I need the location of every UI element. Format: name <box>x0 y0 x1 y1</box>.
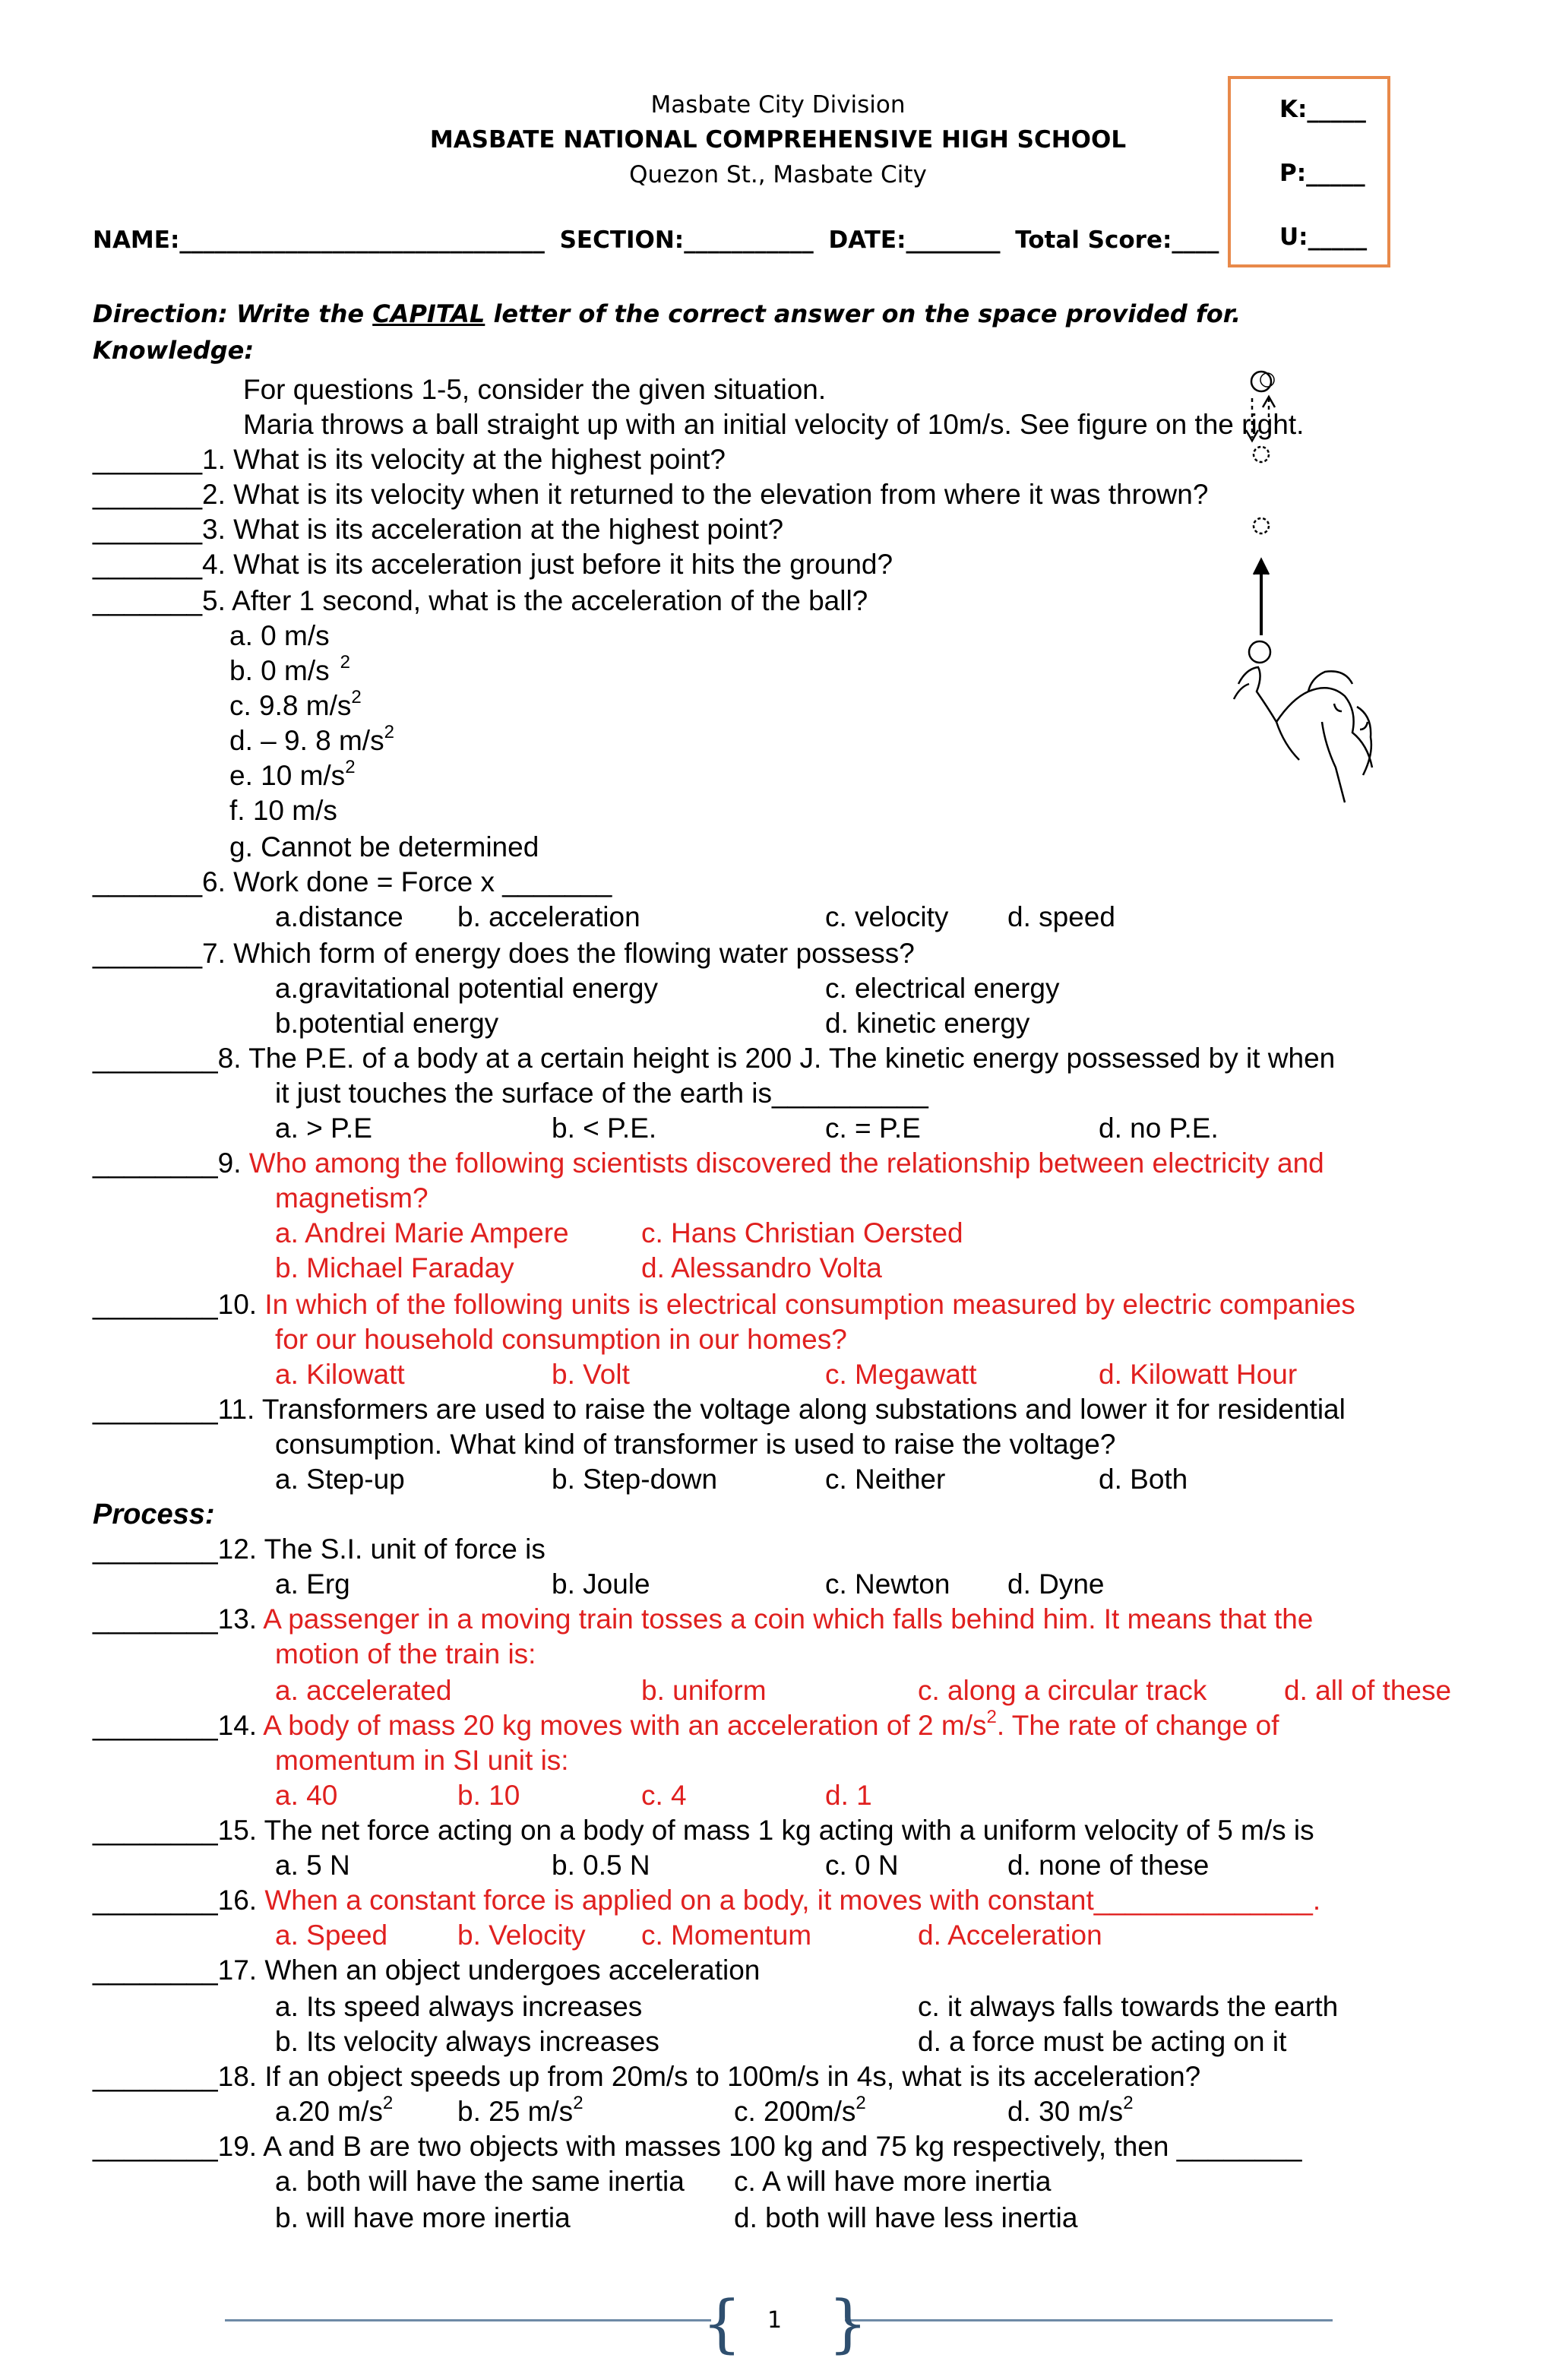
u-score: U:_____ <box>1279 223 1368 251</box>
question-13-cont: motion of the train is: <box>275 1638 536 1669</box>
q16-option-d: d. Acceleration <box>918 1920 1102 1951</box>
question-11: ________11. Transformers are used to raise the voltage along substations and lower it for residential <box>93 1394 1346 1425</box>
question-15: ________15. The net force acting on a body of mass 1 kg acting with a uniform velocity of 5 m/s is <box>93 1815 1314 1846</box>
q16-option-b: b. Velocity <box>457 1920 586 1951</box>
q5-option-a: a. 0 m/s <box>229 620 330 651</box>
q18-option-c: c. $200m/s^2$ <box>734 2093 866 2127</box>
q5-option-b: b. 0 m/s $^2$ <box>229 652 350 686</box>
division-name: Masbate City Division <box>650 91 906 119</box>
q18-option-d: d. 30 $m/s^2$ <box>1007 2093 1134 2127</box>
question-14-cont: momentum in SI unit is: <box>275 1745 569 1776</box>
school-name: MASBATE NATIONAL COMPREHENSIVE HIGH SCHOOL <box>429 126 1127 153</box>
question-8: ________8. The P.E. of a body at a certain height is 200 J. The kinetic energy possessed by it when <box>93 1043 1336 1074</box>
question-10-cont: for our household consumption in our homes? <box>275 1324 847 1355</box>
q6-option-c: c. velocity <box>825 901 949 932</box>
footer-brace-left: { <box>702 2288 742 2360</box>
footer-brace-right: } <box>828 2288 868 2360</box>
q11-option-d: d. Both <box>1099 1464 1188 1495</box>
direction: Direction: Write the CAPITAL letter of the correct answer on the space provided for. <box>93 299 1241 328</box>
q9-option-c: c. Hans Christian Oersted <box>641 1217 963 1249</box>
q12-option-a: a. Erg <box>275 1568 350 1600</box>
q11-option-c: c. Neither <box>825 1464 946 1495</box>
process-heading: Process: <box>93 1499 215 1530</box>
q6-option-a: a.distance <box>275 901 403 932</box>
q12-option-b: b. Joule <box>552 1568 650 1600</box>
q13-option-a: a. accelerated <box>275 1675 452 1706</box>
q6-option-b: b. acceleration <box>457 901 640 932</box>
question-14: ________14. A body of mass 20 kg moves with an acceleration of 2 $m/s^2$. The rate of change of <box>93 1707 1279 1741</box>
question-16: ________16. When a constant force is applied on a body, it moves with constant______________. <box>93 1885 1321 1916</box>
footer-rule-right <box>845 2319 1333 2321</box>
question-19: ________19. A and B are two objects with masses 100 kg and 75 kg respectively, then ________ <box>93 2131 1302 2162</box>
q9-option-b: b. Michael Faraday <box>275 1252 514 1283</box>
q15-option-b: b. 0.5 N <box>552 1850 650 1881</box>
question-6: _______6. Work done = Force x _______ <box>93 866 612 897</box>
q19-option-c: c. A will have more inertia <box>734 2166 1052 2197</box>
name-field[interactable]: NAME:_______________________________ <box>93 226 545 254</box>
section-field[interactable]: SECTION:___________ <box>559 226 814 254</box>
question-9-cont: magnetism? <box>275 1182 429 1214</box>
situation-line-2: Maria throws a ball straight up with an initial velocity of 10m/s. See figure on the right. <box>243 409 1305 440</box>
q19-option-d: d. both will have less inertia <box>734 2202 1078 2233</box>
q19-option-a: a. both will have the same inertia <box>275 2166 685 2197</box>
q17-option-d: d. a force must be acting on it <box>918 2026 1287 2057</box>
q5-option-d: d. – 9. 8 $m/s^2$ <box>229 722 394 756</box>
q17-option-a: a. Its speed always increases <box>275 1991 643 2022</box>
p-score: P:_____ <box>1279 160 1365 187</box>
q17-option-b: b. Its velocity always increases <box>275 2026 659 2057</box>
total-score-field[interactable]: Total Score:____ <box>1015 226 1219 254</box>
question-12: ________12. The S.I. unit of force is <box>93 1533 546 1565</box>
score-box <box>1228 76 1390 267</box>
ball-throw-figure <box>1223 365 1406 805</box>
school-address: Quezon St., Masbate City <box>629 161 927 188</box>
footer-rule-left <box>225 2319 711 2321</box>
question-9: ________9. Who among the following scientists discovered the relationship between electricity and <box>93 1147 1324 1179</box>
q9-option-d: d. Alessandro Volta <box>641 1252 882 1283</box>
q10-option-d: d. Kilowatt Hour <box>1099 1359 1298 1390</box>
q8-option-b: b. < P.E. <box>552 1112 657 1144</box>
q12-option-c: c. Newton <box>825 1568 950 1600</box>
question-2: _______2. What is its velocity when it returned to the elevation from where it was thrown? <box>93 479 1209 510</box>
question-5: _______5. After 1 second, what is the acceleration of the ball? <box>93 585 868 616</box>
q11-option-b: b. Step-down <box>552 1464 718 1495</box>
student-info-line <box>93 226 1219 254</box>
q14-option-d: d. 1 <box>825 1780 872 1811</box>
question-11-cont: consumption. What kind of transformer is used to raise the voltage? <box>275 1429 1116 1460</box>
question-8-cont: it just touches the surface of the earth is__________ <box>275 1078 928 1109</box>
knowledge-heading: Knowledge: <box>93 336 255 365</box>
question-18: ________18. If an object speeds up from 20m/s to 100m/s in 4s, what is its acceleration? <box>93 2061 1201 2092</box>
q13-option-c: c. along a circular track <box>918 1675 1207 1706</box>
q11-option-a: a. Step-up <box>275 1464 405 1495</box>
q6-option-d: d. speed <box>1007 901 1115 932</box>
q16-option-c: c. Momentum <box>641 1920 812 1951</box>
q13-option-b: b. uniform <box>641 1675 767 1706</box>
date-field[interactable]: DATE:________ <box>828 226 1001 254</box>
k-score: K:_____ <box>1279 96 1366 123</box>
q10-option-a: a. Kilowatt <box>275 1359 405 1390</box>
question-3: _______3. What is its acceleration at the highest point? <box>93 514 784 545</box>
q7-option-b: b.potential energy <box>275 1008 499 1039</box>
q19-option-b: b. will have more inertia <box>275 2202 571 2233</box>
q8-option-c: c. = P.E <box>825 1112 921 1144</box>
q12-option-d: d. Dyne <box>1007 1568 1105 1600</box>
q7-option-c: c. electrical energy <box>825 973 1060 1004</box>
question-4: _______4. What is its acceleration just before it hits the ground? <box>93 549 893 580</box>
q8-option-d: d. no P.E. <box>1099 1112 1219 1144</box>
q5-option-e: e. 10 $m/s^2$ <box>229 757 356 791</box>
q15-option-c: c. 0 N <box>825 1850 899 1881</box>
q5-option-g: g. Cannot be determined <box>229 831 539 862</box>
question-7: _______7. Which form of energy does the flowing water possess? <box>93 938 915 969</box>
q14-option-c: c. 4 <box>641 1780 687 1811</box>
q18-option-b: b. 25 $m/s^2$ <box>457 2093 584 2127</box>
question-1: _______1. What is its velocity at the highest point? <box>93 444 726 475</box>
q5-option-f: f. 10 m/s <box>229 795 337 826</box>
q7-option-a: a.gravitational potential energy <box>275 973 658 1004</box>
question-13: ________13. A passenger in a moving train tosses a coin which falls behind him. It means that the <box>93 1603 1314 1635</box>
q10-option-c: c. Megawatt <box>825 1359 977 1390</box>
q13-option-d: d. all of these <box>1284 1675 1452 1706</box>
q7-option-d: d. kinetic energy <box>825 1008 1030 1039</box>
question-10: ________10. In which of the following units is electrical consumption measured by electric companies <box>93 1289 1355 1320</box>
q10-option-b: b. Volt <box>552 1359 630 1390</box>
q5-option-c: c. 9.8 $m/s^2$ <box>229 687 362 721</box>
q15-option-a: a. 5 N <box>275 1850 350 1881</box>
q16-option-a: a. Speed <box>275 1920 388 1951</box>
page-number: 1 <box>767 2307 783 2334</box>
q17-option-c: c. it always falls towards the earth <box>918 1991 1339 2022</box>
q14-option-b: b. 10 <box>457 1780 520 1811</box>
q9-option-a: a. Andrei Marie Ampere <box>275 1217 569 1249</box>
q8-option-a: a. > P.E <box>275 1112 372 1144</box>
situation-line-1: For questions 1-5, consider the given situation. <box>243 374 827 405</box>
q18-option-a: a.20 $m/s^2$ <box>275 2093 394 2127</box>
question-17: ________17. When an object undergoes acceleration <box>93 1954 761 1986</box>
q15-option-d: d. none of these <box>1007 1850 1210 1881</box>
q14-option-a: a. 40 <box>275 1780 338 1811</box>
